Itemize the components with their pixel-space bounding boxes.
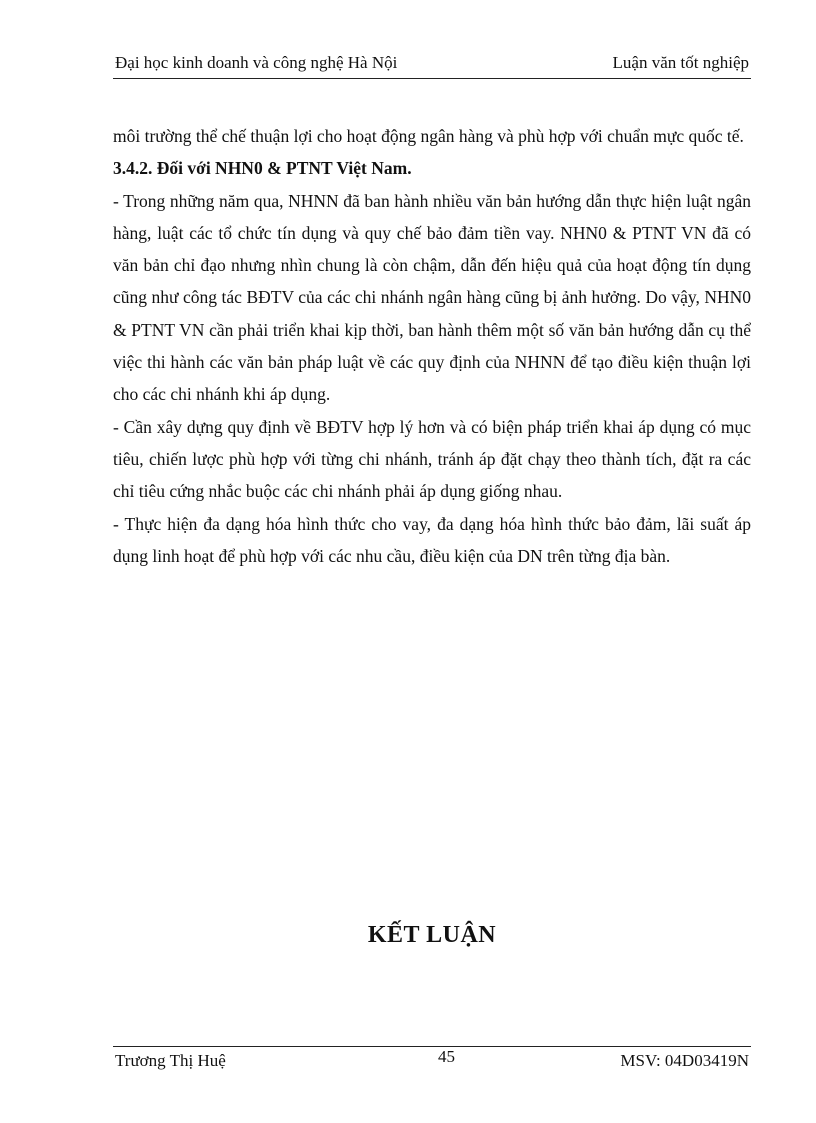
paragraph-regulation: - Cần xây dựng quy định về BĐTV hợp lý hơn và có biện pháp triển khai áp dụng có mục tiêu, chiến lược phù hợp với từng chi nhánh, tránh áp đặt chạy theo thành tích, đặt ra các chỉ tiêu cứng nhắc buộc các chi nhánh phải áp dụng giống nhau.	[113, 416, 751, 502]
paragraph-continuation: môi trường thể chế thuận lợi cho hoạt động ngân hàng và phù hợp với chuẩn mực quốc tế.	[113, 126, 744, 146]
header-thesis-label: Luận văn tốt nghiệp	[612, 53, 749, 72]
footer-student-id: MSV: 04D03419N	[620, 1051, 749, 1070]
page-header	[113, 52, 751, 79]
footer-author: Trương Thị Huệ	[115, 1051, 226, 1070]
header-university: Đại học kinh doanh và công nghệ Hà Nội	[115, 53, 398, 72]
paragraph-guidance: - Trong những năm qua, NHNN đã ban hành nhiều văn bản hướng dẫn thực hiện luật ngân hàng, luật các tổ chức tín dụng và quy chế bảo đảm tiền vay. NHN0 & PTNT VN đã có văn bản chỉ đạo nhưng nhìn chung là còn chậm, dẫn đến hiệu quả của hoạt động tín dụng cũng như công tác BĐTV của các chi nhánh ngân hàng cũng bị ảnh hưởng. Do vậy, NHN0 & PTNT VN cần phải triển khai kịp thời, ban hành thêm một số văn bản hướng dẫn cụ thể việc thi hành các văn bản pháp luật về các quy định của NHNN để tạo điều kiện thuận lợi cho các chi nhánh khi áp dụng.	[113, 190, 751, 405]
page-number: 45	[438, 1047, 455, 1066]
conclusion-title: KẾT LUẬN	[367, 922, 497, 948]
paragraph-diversification: - Thực hiện đa dạng hóa hình thức cho vay, đa dạng hóa hình thức bảo đảm, lãi suất áp dụng linh hoạt để phù hợp với các nhu cầu, điều kiện của DN trên từng địa bàn.	[113, 513, 751, 566]
page-footer	[113, 1046, 751, 1077]
body-text	[113, 120, 751, 572]
section-heading: 3.4.2. Đối với NHN0 & PTNT Việt Nam.	[113, 158, 412, 179]
